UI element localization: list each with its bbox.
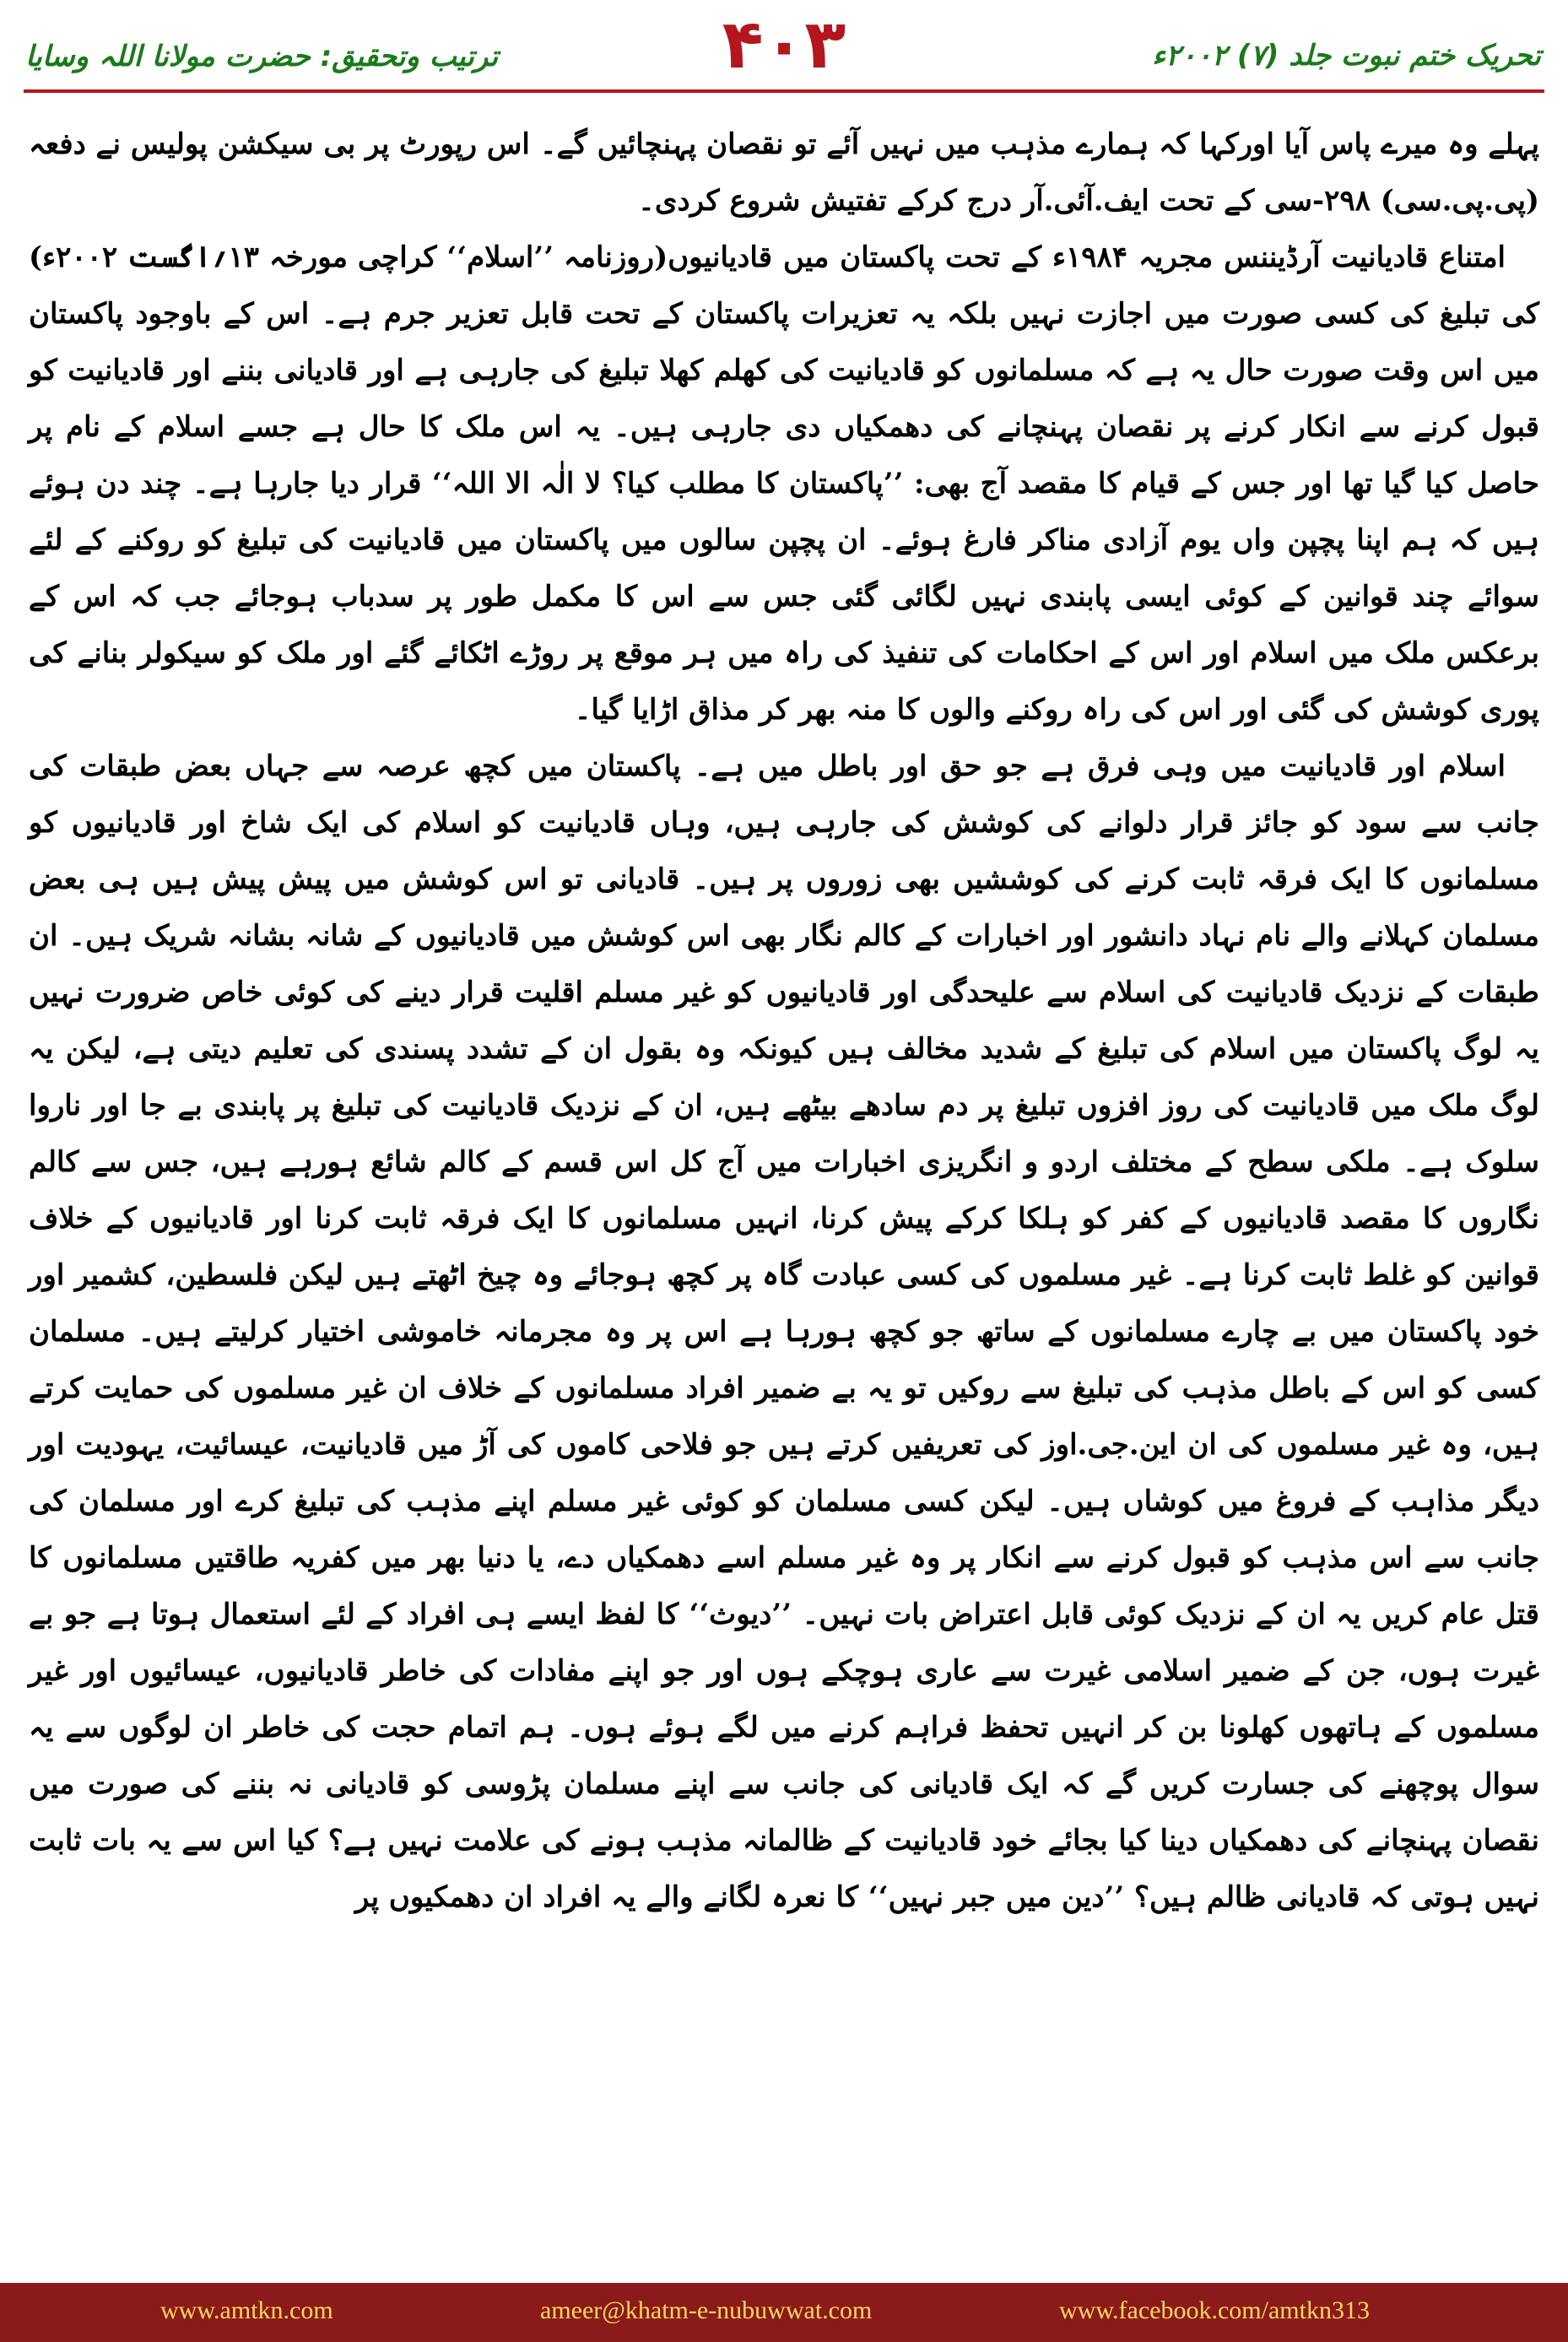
paragraph-1	[29, 116, 1539, 274]
header-divider	[24, 89, 1544, 93]
page-number: ۴۰۳	[722, 5, 846, 84]
footer-website-link[interactable]: www.amtkn.com	[160, 2296, 333, 2324]
article-body	[29, 116, 1539, 1926]
paragraph-2: امتناع قادیانیت آرڈیننس مجریہ ۱۹۸۴ء کے تحت پاکستان میں قادیانیوں کی تبلیغ کی کسی صورت میں اجازت نہیں بلکہ یہ تعزیرات پاکستان کے تحت قابل تعزیر جرم ہے۔ اس کے باوجود پاکستان میں اس وقت صورت حال یہ ہے کہ مسلمانوں کو قادیانیت کی کھلم کھلا تبلیغ کی جارہی ہے اور قادیانی بننے اور قادیانیت کو قبول کرنے سے انکار کرنے پر نقصان پہنچانے کی دھمکیاں دی جارہی ہیں۔ یہ اس ملک کا حال ہے جسے اسلام کے نام پر حاصل کیا گیا تھا اور جس کے قیام کا مقصد آج بھی: ’’پاکستان کا مطلب کیا؟ لا الٰہ الا اللہ‘‘ قرار دیا جارہا ہے۔ چند دن ہوئے ہیں کہ ہم اپنا پچپن واں یوم آزادی مناکر فارغ ہوئے۔ ان پچپن سالوں میں پاکستان میں قادیانیت کی تبلیغ کو روکنے کے لئے سوائے چند قوانین کے کوئی ایسی پابندی نہیں لگائی گئی جس سے اس کا مکمل طور پر سدباب ہوجائے جب کہ اس کے برعکس ملک میں اسلام اور اس کے احکامات کی تنفیذ کی راہ میں ہر موقع پر روڑے اٹکائے گئے اور ملک کو سیکولر بنانے کی پوری کوشش کی گئی اور اس کی راہ روکنے والوں کا منہ بھر کر مذاق اڑایا گیا۔	[29, 241, 1539, 727]
source-citation: (روزنامہ ’’اسلام‘‘ کراچی مورخہ ۱۳؍اگست ۲۰۰۲ء)	[29, 241, 668, 274]
paragraph-3: اسلام اور قادیانیت میں وہی فرق ہے جو حق اور باطل میں ہے۔ پاکستان میں کچھ عرصہ سے جہاں بعض طبقات کی جانب سے سود کو جائز قرار دلوانے کی کوشش کی جارہی ہیں، وہاں قادیانیت کو اسلام کی ایک شاخ اور قادیانیوں کو مسلمانوں کا ایک فرقہ ثابت کرنے کی کوششیں بھی زوروں پر ہیں۔ قادیانی تو اس کوشش میں پیش پیش ہیں ہی بعض مسلمان کہلانے والے نام نہاد دانشور اور اخبارات کے کالم نگار بھی اس کوشش میں قادیانیوں کے شانہ بشانہ شریک ہیں۔ ان طبقات کے نزدیک قادیانیت کی اسلام سے علیحدگی اور قادیانیوں کو غیر مسلم اقلیت قرار دینے کی کوئی خاص ضرورت نہیں یہ لوگ پاکستان میں اسلام کی تبلیغ کے شدید مخالف ہیں کیونکہ وہ بقول ان کے تشدد پسندی کی تعلیم دیتی ہے، لیکن یہ لوگ ملک میں قادیانیت کی روز افزوں تبلیغ پر دم سادھے بیٹھے ہیں، ان کے نزدیک قادیانیت کی تبلیغ پر پابندی بے جا اور ناروا سلوک ہے۔ ملکی سطح کے مختلف اردو و انگریزی اخبارات میں آج کل اس قسم کے کالم شائع ہورہے ہیں، جس سے کالم نگاروں کا مقصد قادیانیوں کے کفر کو ہلکا کرکے پیش کرنا، انہیں مسلمانوں کا ایک فرقہ ثابت کرنا اور قادیانیوں کے خلاف قوانین کو غلط ثابت کرنا ہے۔ غیر مسلموں کی کسی عبادت گاہ پر کچھ ہوجائے وہ چیخ اٹھتے ہیں لیکن فلسطین، کشمیر اور خود پاکستان میں بے چارے مسلمانوں کے ساتھ جو کچھ ہورہا ہے اس پر وہ مجرمانہ خاموشی اختیار کرلیتے ہیں۔ مسلمان کسی کو اس کے باطل مذہب کی تبلیغ سے روکیں تو یہ بے ضمیر افراد مسلمانوں کے خلاف ان غیر مسلموں کی حمایت کرتے ہیں، وہ غیر مسلموں کی ان این.جی.اوز کی تعریفیں کرتے ہیں جو فلاحی کاموں کی آڑ میں قادیانیت، عیسائیت، یہودیت اور دیگر مذاہب کے فروغ میں کوشاں ہیں۔ لیکن کسی مسلمان کو کوئی غیر مسلم اپنے مذہب کی تبلیغ کرے اور مسلمان کی جانب سے اس مذہب کو قبول کرنے سے انکار پر وہ غیر مسلم اسے دھمکیاں دے، یا دنیا بھر میں کفریہ طاقتیں مسلمانوں کا قتل عام کریں یہ ان کے نزدیک کوئی قابل اعتراض بات نہیں۔ ’’دیوث‘‘ کا لفظ ایسے ہی افراد کے لئے استعمال ہوتا ہے جو بے غیرت ہوں، جن کے ضمیر اسلامی غیرت سے عاری ہوچکے ہوں اور جو اپنے مفادات کی خاطر قادیانیوں، عیسائیوں اور غیر مسلموں کے ہاتھوں کھلونا بن کر انہیں تحفظ فراہم کرنے میں لگے ہوئے ہوں۔ ہم اتمام حجت کی خاطر ان لوگوں سے یہ سوال پوچھنے کی جسارت کریں گے کہ ایک قادیانی کی جانب سے اپنے مسلمان پڑوسی کو قادیانی نہ بننے کی صورت میں نقصان پہنچانے کی دھمکیاں دینا کیا بجائے خود قادیانیت کے ظالمانہ مذہب ہونے کی علامت نہیں ہے؟ کیا اس سے یہ بات ثابت نہیں ہوتی کہ قادیانی ظالم ہیں؟ ’’دین میں جبر نہیں‘‘ کا نعرہ لگانے والے یہ افراد ان دھمکیوں پر	[29, 749, 1539, 1914]
header-book-title: تحریک ختم نبوت جلد (۷) ۲۰۰۲ء	[1152, 39, 1541, 73]
paragraph-1-text: پہلے وہ میرے پاس آیا اورکہا کہ ہمارے مذہب میں نہیں آئے تو نقصان پہنچائیں گے۔ اس رپورٹ پر بی سیکشن پولیس نے دفعہ (پی.پی.سی) ۲۹۸-سی کے تحت ایف.آئی.آر درج کرکے تفتیش شروع کردی۔	[29, 127, 1539, 218]
footer-facebook-link[interactable]: www.facebook.com/amtkn313	[1059, 2296, 1370, 2324]
footer-bar	[0, 2283, 1568, 2342]
header-compiler: ترتیب وتحقیق: حضرت مولانا اللہ وسایا	[25, 40, 499, 73]
footer-email-link[interactable]: ameer@khatm-e-nubuwwat.com	[540, 2296, 873, 2324]
page-header	[0, 0, 1568, 93]
